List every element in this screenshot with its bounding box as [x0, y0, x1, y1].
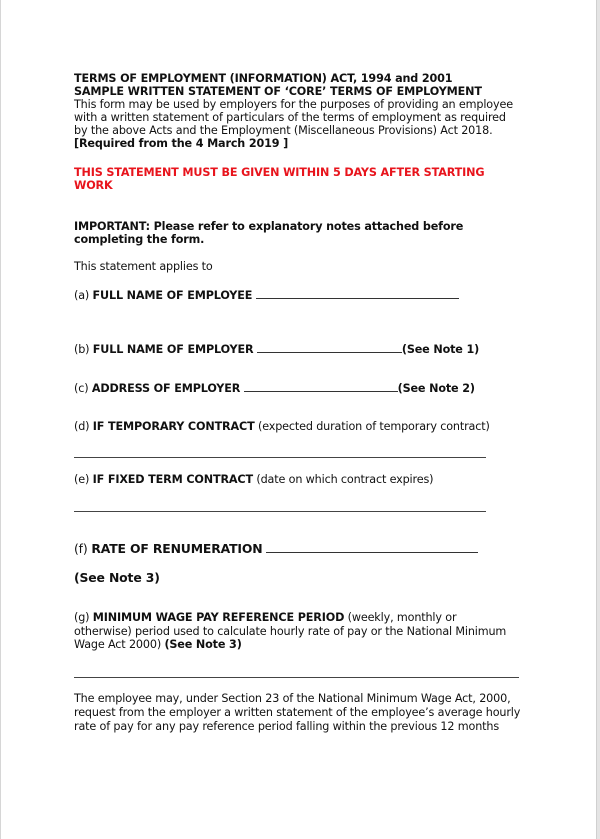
field-employee-name — [74, 287, 459, 303]
field-employer-address — [74, 380, 475, 396]
fixed-term-contract-input[interactable] — [74, 511, 486, 512]
see-note-3-f: (See Note 3) — [74, 570, 160, 585]
field-g-hint-2: otherwise) period used to calculate hourly rate of pay or the National Minimum — [74, 625, 507, 638]
see-note-1: (See Note 1) — [401, 343, 480, 356]
statement-title: SAMPLE WRITTEN STATEMENT OF ‘CORE’ TERMS OF EMPLOYMENT — [74, 85, 482, 98]
remuneration-input[interactable] — [266, 541, 478, 553]
field-g-label: MINIMUM WAGE PAY REFERENCE PERIOD — [92, 611, 345, 624]
intro-line-2: with a written statement of particulars of the terms of employment as required — [74, 111, 506, 124]
min-wage-period-input[interactable] — [74, 677, 519, 678]
field-g-hint-3: Wage Act 2000) — [74, 638, 165, 651]
field-fixed-term-contract — [74, 473, 433, 487]
intro-line-3: by the above Acts and the Employment (Miscellaneous Provisions) Act 2018. — [74, 124, 493, 137]
employee-name-input[interactable] — [256, 287, 459, 299]
field-b-prefix: (b) — [74, 343, 93, 356]
field-a-prefix: (a) — [74, 289, 93, 302]
field-e-prefix: (e) — [74, 473, 93, 486]
field-d-hint: (expected duration of temporary contract) — [254, 420, 490, 433]
important-line-1: IMPORTANT: Please refer to explanatory notes attached before — [74, 220, 464, 233]
field-g-hint-1: (weekly, monthly or — [344, 611, 457, 624]
field-f-prefix: (f) — [74, 541, 92, 556]
required-date: [Required from the 4 March 2019 ] — [74, 137, 289, 150]
field-a-label: FULL NAME OF EMPLOYEE — [92, 289, 253, 302]
footer-line-3: rate of pay for any pay reference period falling within the previous 12 months — [74, 720, 500, 733]
page-edge-shadow — [596, 0, 600, 839]
intro-line-1: This form may be used by employers for the purposes of providing an employee — [74, 98, 513, 111]
field-f-label: RATE OF RENUMERATION — [91, 541, 263, 556]
field-e-label: IF FIXED TERM CONTRACT — [92, 473, 253, 486]
field-employer-name — [74, 341, 479, 357]
temporary-contract-input[interactable] — [74, 457, 486, 458]
field-g-prefix: (g) — [74, 611, 93, 624]
field-temporary-contract — [74, 420, 490, 434]
footer-line-1: The employee may, under Section 23 of the National Minimum Wage Act, 2000, — [74, 692, 511, 705]
field-d-prefix: (d) — [74, 420, 93, 433]
employer-name-input[interactable] — [257, 341, 402, 353]
field-d-label: IF TEMPORARY CONTRACT — [92, 420, 255, 433]
employer-address-input[interactable] — [244, 380, 398, 392]
footer-line-2: request from the employer a written statement of the employee’s average hourly — [74, 706, 521, 719]
see-note-3-g: (See Note 3) — [164, 638, 242, 651]
field-c-prefix: (c) — [74, 382, 92, 395]
see-note-2: (See Note 2) — [397, 382, 475, 395]
warning-line-2: WORK — [74, 179, 113, 192]
warning-line-1: THIS STATEMENT MUST BE GIVEN WITHIN 5 DAYS AFTER STARTING — [74, 166, 485, 179]
act-title: TERMS OF EMPLOYMENT (INFORMATION) ACT, 1994 and 2001 — [74, 72, 453, 85]
field-e-hint: (date on which contract expires) — [252, 473, 434, 486]
field-c-label: ADDRESS OF EMPLOYER — [91, 382, 241, 395]
field-remuneration — [74, 541, 478, 556]
applies-to-label: This statement applies to — [74, 260, 213, 273]
field-min-wage-period-line-3 — [74, 638, 242, 652]
field-b-label: FULL NAME OF EMPLOYER — [92, 343, 254, 356]
field-min-wage-period-line-1 — [74, 611, 456, 625]
important-line-2: completing the form. — [74, 233, 205, 246]
